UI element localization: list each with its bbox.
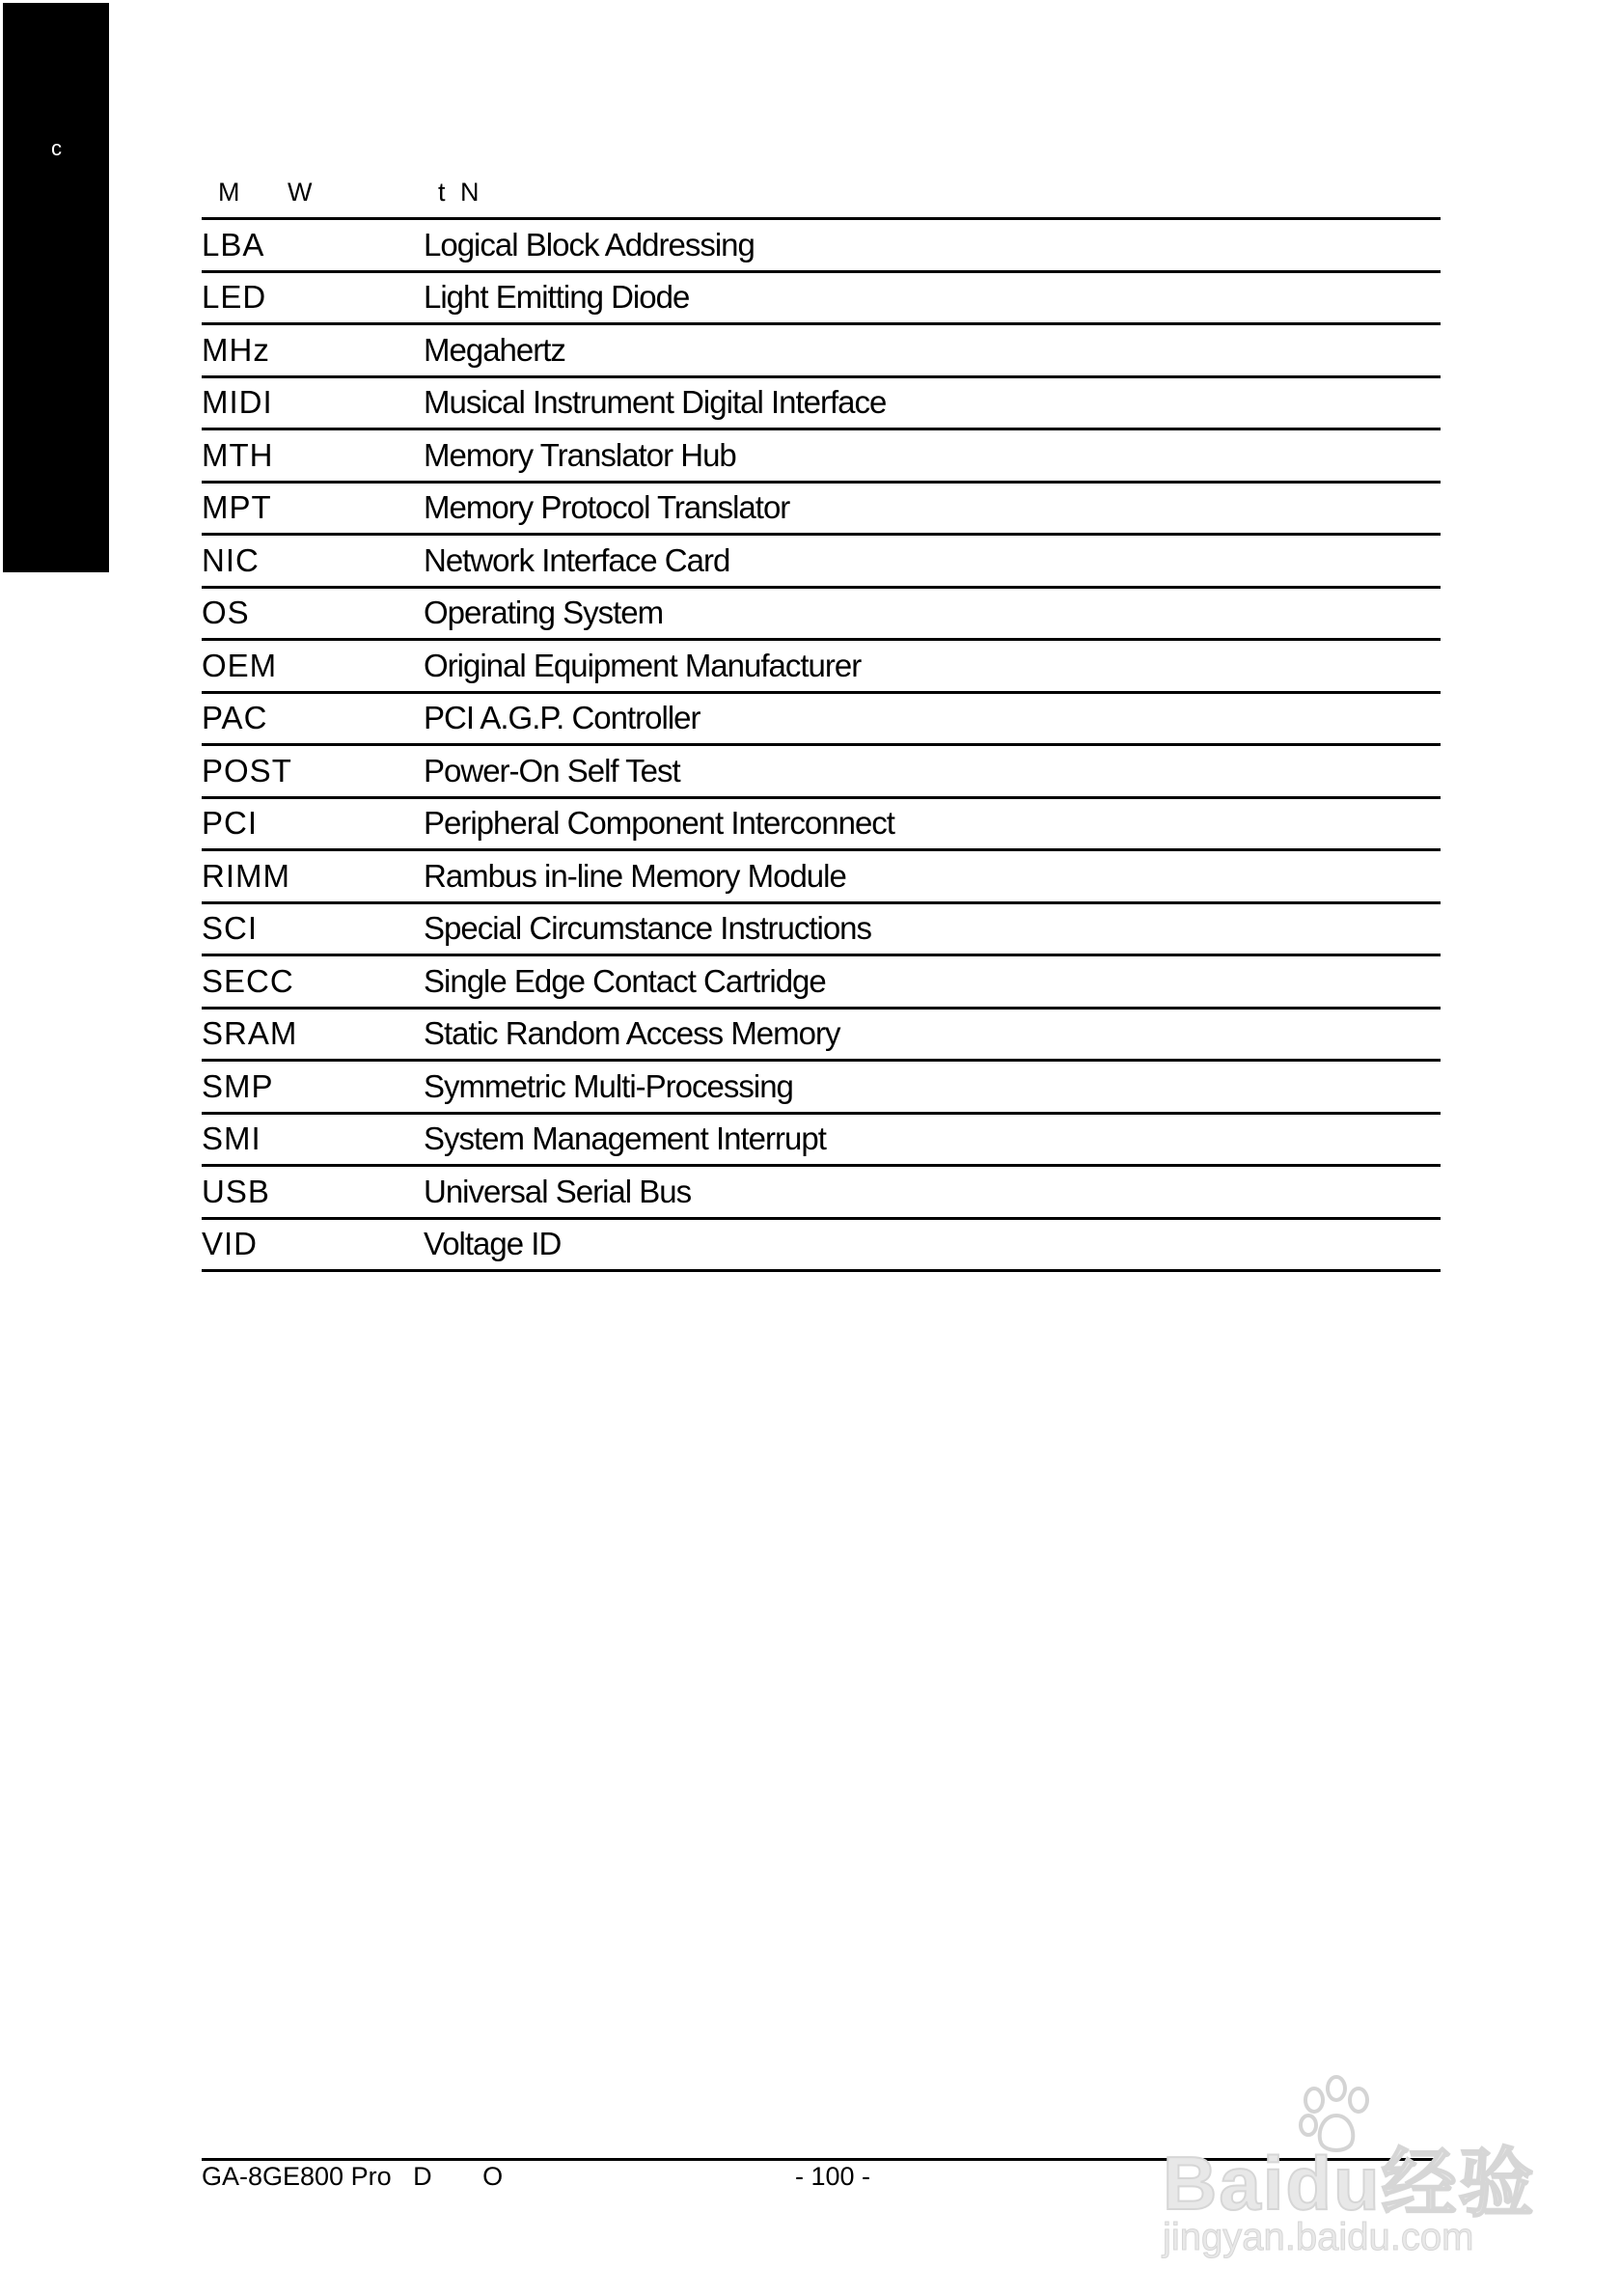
glossary-definition: Single Edge Contact Cartridge bbox=[424, 955, 1441, 1009]
glossary-term: POST bbox=[202, 745, 424, 798]
glossary-row bbox=[202, 1061, 1441, 1114]
glossary-term: PCI bbox=[202, 797, 424, 850]
glossary-row bbox=[202, 1218, 1441, 1271]
glossary-definition: Network Interface Card bbox=[424, 535, 1441, 588]
chapter-side-tab bbox=[3, 3, 109, 572]
glossary-definition: Light Emitting Diode bbox=[424, 271, 1441, 324]
glossary-row bbox=[202, 692, 1441, 745]
header-col1-part1: M bbox=[218, 178, 240, 207]
glossary-term: SCI bbox=[202, 902, 424, 955]
side-tab-label: c bbox=[51, 136, 62, 160]
glossary-term: NIC bbox=[202, 535, 424, 588]
glossary-row bbox=[202, 482, 1441, 535]
glossary-row bbox=[202, 1008, 1441, 1061]
glossary-term: SMI bbox=[202, 1113, 424, 1166]
glossary-term: USB bbox=[202, 1166, 424, 1219]
glossary-row bbox=[202, 902, 1441, 955]
watermark bbox=[1163, 2073, 1539, 2266]
glossary-term: SECC bbox=[202, 955, 424, 1009]
page-number: - 100 - bbox=[795, 2162, 871, 2191]
glossary-definition: Logical Block Addressing bbox=[424, 219, 1441, 272]
glossary-row bbox=[202, 1113, 1441, 1166]
glossary-definition: Operating System bbox=[424, 587, 1441, 640]
glossary-definition: Musical Instrument Digital Interface bbox=[424, 376, 1441, 429]
glossary-term: MPT bbox=[202, 482, 424, 535]
glossary-row bbox=[202, 955, 1441, 1009]
glossary-term: RIMM bbox=[202, 850, 424, 903]
glossary-section bbox=[202, 174, 1441, 1272]
glossary-term: MIDI bbox=[202, 376, 424, 429]
glossary-term: OS bbox=[202, 587, 424, 640]
glossary-row bbox=[202, 324, 1441, 377]
header-col2-part2: N bbox=[460, 178, 480, 207]
glossary-definition: Static Random Access Memory bbox=[424, 1008, 1441, 1061]
glossary-term: MHz bbox=[202, 324, 424, 377]
glossary-row bbox=[202, 271, 1441, 324]
glossary-row bbox=[202, 797, 1441, 850]
glossary-table bbox=[202, 217, 1441, 1272]
glossary-row bbox=[202, 376, 1441, 429]
glossary-definition: Special Circumstance Instructions bbox=[424, 902, 1441, 955]
glossary-definition: Memory Protocol Translator bbox=[424, 482, 1441, 535]
glossary-term: SRAM bbox=[202, 1008, 424, 1061]
watermark-brand: Baidu经验 bbox=[1163, 2141, 1536, 2226]
glossary-row bbox=[202, 587, 1441, 640]
glossary-definition: System Management Interrupt bbox=[424, 1113, 1441, 1166]
glossary-definition: Rambus in-line Memory Module bbox=[424, 850, 1441, 903]
glossary-term: VID bbox=[202, 1218, 424, 1271]
header-col1-part2: W bbox=[288, 178, 313, 207]
glossary-definition: Original Equipment Manufacturer bbox=[424, 640, 1441, 693]
glossary-row bbox=[202, 429, 1441, 483]
glossary-row bbox=[202, 640, 1441, 693]
glossary-table-body bbox=[202, 219, 1441, 1271]
glossary-definition: Memory Translator Hub bbox=[424, 429, 1441, 483]
watermark-url: jingyan.baidu.com bbox=[1163, 2216, 1474, 2258]
glossary-definition: Universal Serial Bus bbox=[424, 1166, 1441, 1219]
glossary-row bbox=[202, 850, 1441, 903]
glossary-row bbox=[202, 219, 1441, 272]
glossary-row bbox=[202, 745, 1441, 798]
glossary-definition: Peripheral Component Interconnect bbox=[424, 797, 1441, 850]
glossary-row bbox=[202, 535, 1441, 588]
header-col2-part1: t bbox=[438, 178, 446, 207]
glossary-term: PAC bbox=[202, 692, 424, 745]
glossary-row bbox=[202, 1166, 1441, 1219]
glossary-term: OEM bbox=[202, 640, 424, 693]
glossary-header bbox=[202, 174, 1441, 217]
glossary-definition: Symmetric Multi-Processing bbox=[424, 1061, 1441, 1114]
glossary-definition: Power-On Self Test bbox=[424, 745, 1441, 798]
footer-model-name: GA-8GE800 Pro D O bbox=[202, 2162, 504, 2191]
glossary-definition: Voltage ID bbox=[424, 1218, 1441, 1271]
glossary-term: LBA bbox=[202, 219, 424, 272]
glossary-definition: PCI A.G.P. Controller bbox=[424, 692, 1441, 745]
glossary-term: MTH bbox=[202, 429, 424, 483]
glossary-definition: Megahertz bbox=[424, 324, 1441, 377]
glossary-term: SMP bbox=[202, 1061, 424, 1114]
glossary-term: LED bbox=[202, 271, 424, 324]
